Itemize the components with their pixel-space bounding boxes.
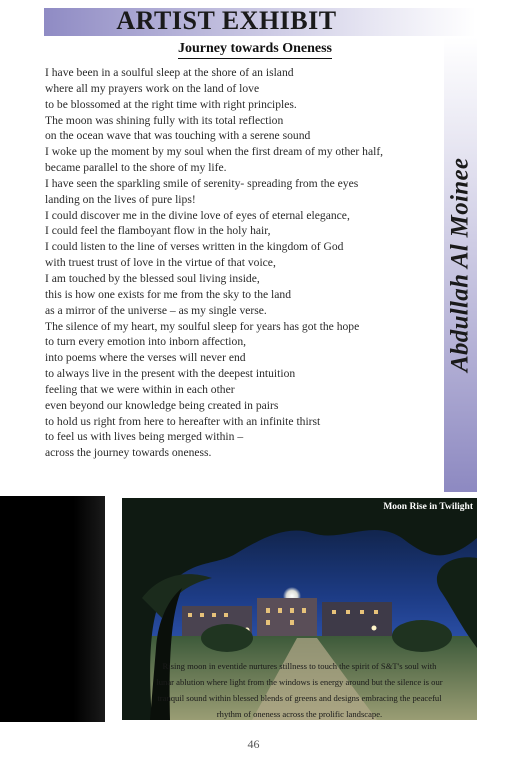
photo-label: Moon Rise in Twilight [383, 502, 473, 512]
poem-line: I have seen the sparkling smile of serenity- spreading from the eyes [45, 176, 359, 190]
author-name: Abdullah Al Moinee [446, 157, 474, 372]
dark-side-panel [0, 496, 105, 722]
poem-line: into poems where the verses will never end [45, 351, 246, 365]
moonrise-photo [122, 498, 477, 720]
poem-line: to hold us right from here to hereafter with an infinite thirst [45, 414, 321, 428]
caption-line: Rising moon in eventide nurtures stillness to touch the spirit of S&T's soul with [162, 661, 437, 671]
poem-line: across the journey towards oneness. [45, 446, 212, 460]
poem-line: I have been in a soulful sleep at the shore of an island [45, 66, 294, 79]
poem-line: The moon was shining fully with its total reflection [45, 113, 284, 127]
poem-line: The silence of my heart, my soulful sleep for years has got the hope [45, 319, 360, 333]
poem-line: to turn every emotion into inborn affection, [45, 335, 247, 349]
page-title: ARTIST EXHIBIT [116, 6, 337, 35]
page-number: 46 [247, 737, 260, 751]
poem-line: landing on the lives of pure lips! [45, 192, 196, 206]
poem-body [45, 65, 440, 461]
caption-line: tranquil sound within blessed blends of greens and designs embracing the peaceful [157, 693, 442, 703]
poem-line: I could discover me in the divine love of eyes of eternal elegance, [45, 208, 350, 222]
poem-line: I could feel the flamboyant flow in the holy hair, [45, 224, 271, 238]
poem-line: I could listen to the line of verses written in the kingdom of God [45, 240, 344, 254]
poem-line: to be blossomed at the right time with right principles. [45, 97, 297, 111]
caption-line: rhythm of oneness across the prolific landscape. [216, 709, 383, 719]
poem-line: this is how one exists for me from the sky to the land [45, 287, 292, 301]
poem-line: I woke up the moment by my soul when the first dream of my other half, [45, 145, 384, 159]
photo-caption [128, 658, 471, 720]
poem-line: to feel us with lives being merged within – [45, 430, 244, 444]
poem-line: on the ocean wave that was touching with a serene sound [45, 129, 311, 143]
poem-line: even beyond our knowledge being created in pairs [45, 398, 279, 412]
poem-line: where all my prayers work on the land of love [45, 81, 260, 95]
poem-line: to always live in the present with the deepest intuition [45, 367, 296, 381]
poem-line: became parallel to the shore of my life. [45, 161, 227, 175]
caption-line: lunar ablution where light from the windows is energy around but the silence is our [156, 677, 443, 687]
poem-line: feeling that we were within in each other [45, 382, 235, 396]
poem-line: with truest trust of love in the virtue of that voice, [45, 256, 276, 270]
poem-title: Journey towards Oneness [178, 41, 332, 59]
poem-line: as a mirror of the universe – as my single verse. [45, 303, 267, 317]
poem-line: I am touched by the blessed soul living inside, [45, 271, 260, 285]
